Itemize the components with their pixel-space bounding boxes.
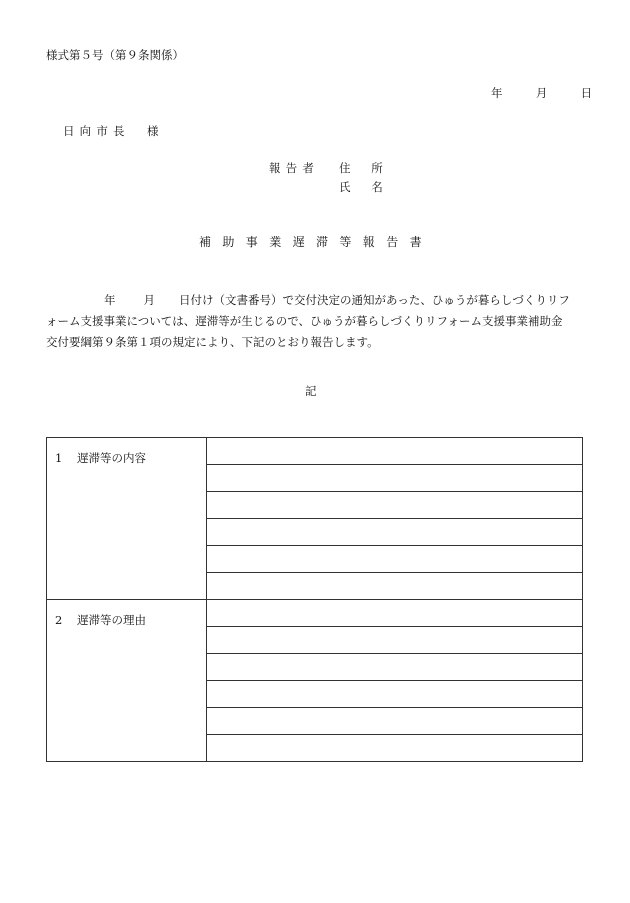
- section-1-entry-line-2[interactable]: [207, 465, 583, 492]
- reporter-label: 報告者: [269, 161, 320, 175]
- body-year: 年: [104, 293, 116, 307]
- table-row: [47, 600, 583, 627]
- addressee: [63, 126, 159, 138]
- body-line-1: [46, 290, 586, 311]
- section-2-entry-line-6[interactable]: [207, 735, 583, 762]
- section-2-label-cell: [47, 600, 207, 762]
- addressee-name: 日向市長: [63, 124, 130, 138]
- section-1-label: 遅滞等の内容: [77, 451, 146, 465]
- ki-heading: 記: [305, 384, 317, 398]
- section-1-entry-line-6[interactable]: [207, 573, 583, 600]
- body-paragraph: [46, 290, 586, 353]
- document-title: 補助事業遅滞等報告書: [199, 235, 434, 249]
- date-month: 月: [535, 86, 548, 100]
- section-1-number: 1: [55, 451, 63, 465]
- body-month: 月: [143, 293, 155, 307]
- addressee-honorific: 様: [147, 124, 159, 138]
- section-2-entry-line-3[interactable]: [207, 654, 583, 681]
- report-table: [46, 437, 583, 762]
- date-year: 年: [491, 86, 503, 100]
- section-2-number: 2: [55, 613, 63, 627]
- form-number: 様式第５号（第９条関係）: [46, 48, 184, 62]
- section-1-entry-line-5[interactable]: [207, 546, 583, 573]
- section-2-entry-line-4[interactable]: [207, 681, 583, 708]
- section-2-entry-line-1[interactable]: [207, 600, 583, 627]
- section-1-label-cell: [47, 438, 207, 600]
- date-day: 日: [580, 86, 593, 100]
- date-line: [491, 88, 592, 100]
- section-2-label: 遅滞等の理由: [77, 613, 146, 627]
- body-line-3: 交付要綱第９条第１項の規定により、下記のとおり報告します。: [46, 335, 379, 349]
- section-2-entry-line-5[interactable]: [207, 708, 583, 735]
- reporter-name-label: 氏名: [339, 180, 404, 194]
- body-line-1-text: 日付け（文書番号）で交付決定の通知があった、ひゅうが暮らしづくりリフ: [179, 293, 570, 307]
- section-1-entry-line-4[interactable]: [207, 519, 583, 546]
- reporter-address-label: 住所: [339, 161, 404, 175]
- body-line-2: ォーム支援事業については、遅滞等が生じるので、ひゅうが暮らしづくりリフォーム支援事業補助金: [46, 314, 563, 328]
- section-1-entry-line-1[interactable]: [207, 438, 583, 465]
- section-1-entry-line-3[interactable]: [207, 492, 583, 519]
- table-row: [47, 438, 583, 465]
- section-2-entry-line-2[interactable]: [207, 627, 583, 654]
